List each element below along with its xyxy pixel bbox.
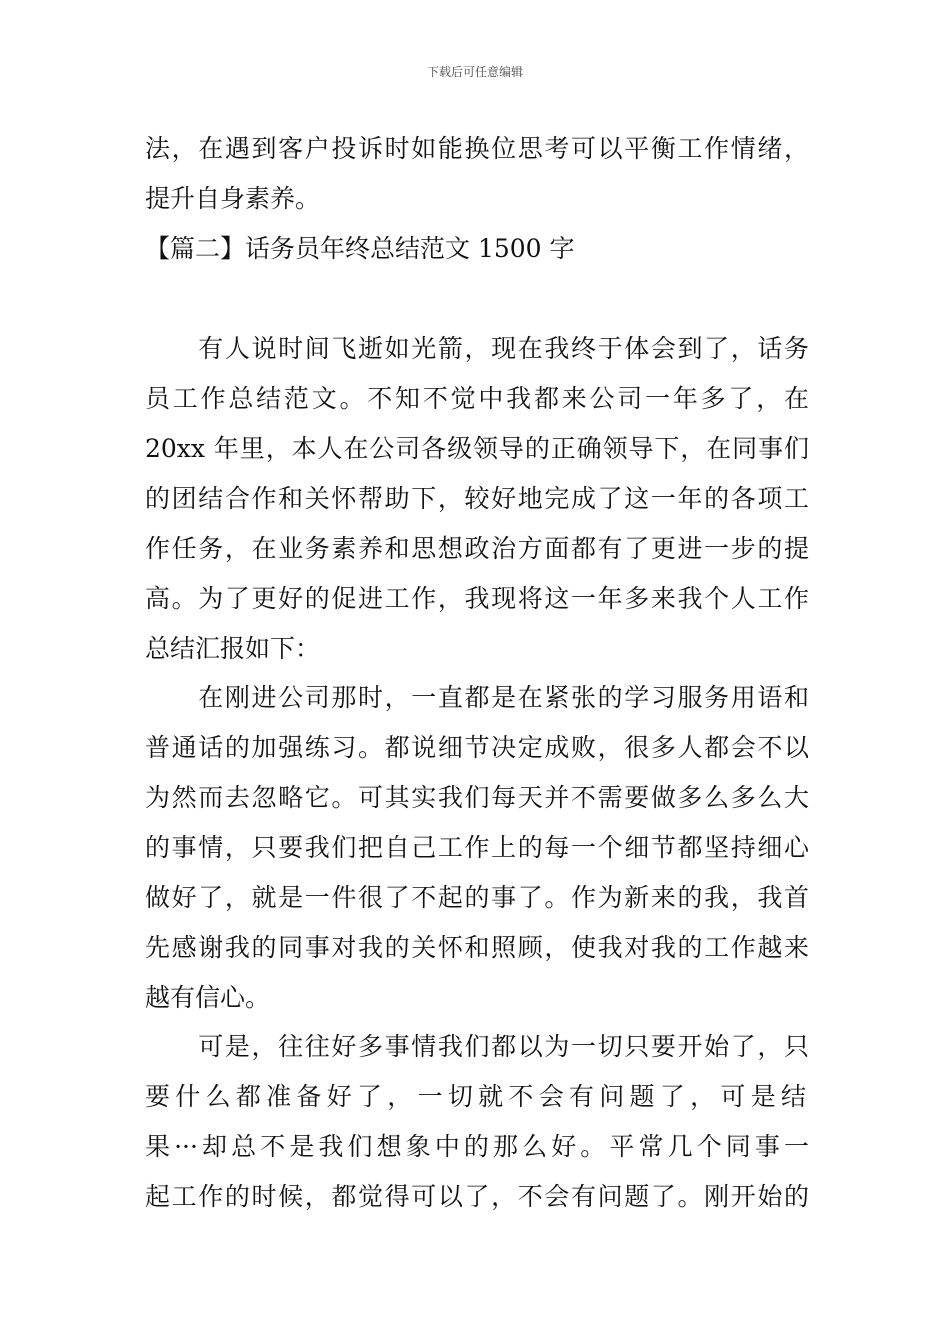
paragraph-1 — [145, 324, 809, 674]
text-line: 为然而去忽略它。可其实我们每天并不需要做多么多么大 — [145, 783, 809, 812]
text-line: 做好了，就是一件很了不起的事了。作为新来的我，我首 — [145, 883, 809, 912]
text-line: 20xx 年里，本人在公司各级领导的正确领导下，在同事们 — [145, 434, 809, 463]
text-line: 的事情，只要我们把自己工作上的每一个细节都坚持细心 — [145, 833, 809, 862]
text-line: 的团结合作和关怀帮助下，较好地完成了这一年的各项工 — [145, 484, 809, 513]
text-line: 果···却总不是我们想象中的那么好。平常几个同事一 — [145, 1132, 809, 1161]
text-line: 在刚进公司那时，一直都是在紧张的学习服务用语和 — [145, 683, 809, 712]
text-line: 员工作总结范文。不知不觉中我都来公司一年多了，在 — [145, 384, 809, 413]
text-line: 法，在遇到客户投诉时如能换位思考可以平衡工作情绪， — [145, 134, 809, 163]
page-header: 下载后可任意编辑 — [426, 65, 523, 79]
text-line: 先感谢我的同事对我的关怀和照顾，使我对我的工作越来 — [145, 933, 809, 962]
paragraph-3 — [145, 1022, 809, 1222]
text-line: 有人说时间飞逝如光箭，现在我终于体会到了，话务 — [145, 334, 809, 363]
text-line: 高。为了更好的促进工作，我现将这一年多来我个人工作 — [145, 584, 809, 613]
section-title: 【篇二】话务员年终总结范文 1500 字 — [145, 234, 575, 263]
text-line: 要什么都准备好了，一切就不会有问题了，可是结 — [145, 1082, 809, 1111]
text-line: 越有信心。 — [145, 983, 271, 1012]
text-line: 可是，往往好多事情我们都以为一切只要开始了，只 — [145, 1032, 809, 1061]
text-line: 作任务，在业务素养和思想政治方面都有了更进一步的提 — [145, 534, 809, 563]
text-line: 起工作的时候，都觉得可以了，不会有问题了。刚开始的 — [145, 1182, 809, 1211]
paragraph-2 — [145, 673, 809, 1023]
text-line: 总结汇报如下： — [145, 634, 321, 663]
text-line: 普通话的加强练习。都说细节决定成败，很多人都会不以 — [145, 733, 809, 762]
text-line: 提升自身素养。 — [145, 184, 321, 213]
continuation-text — [145, 124, 809, 274]
